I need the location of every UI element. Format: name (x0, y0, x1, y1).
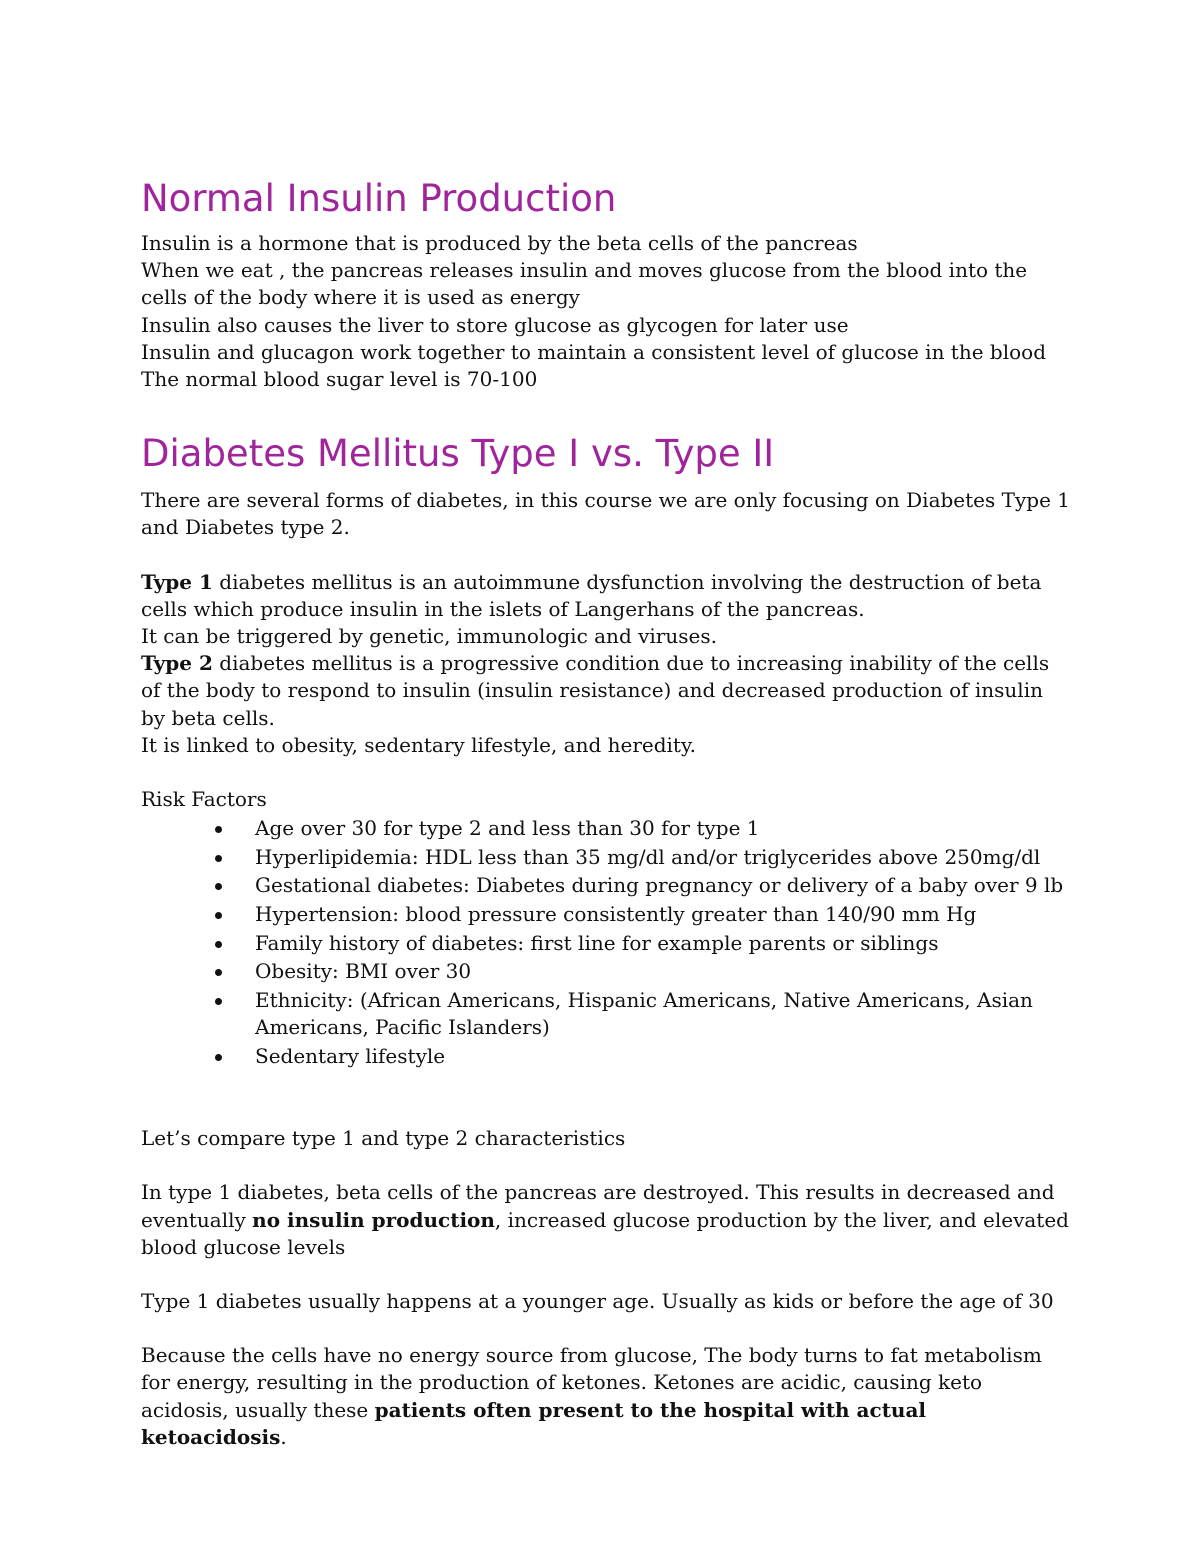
heading-diabetes-type-comparison: Diabetes Mellitus Type I vs. Type II (141, 432, 775, 476)
type1-label: Type 1 (141, 569, 213, 594)
paragraph-line: Insulin is a hormone that is produced by the beta cells of the pancreas (141, 231, 858, 255)
compare-paragraph-2: Type 1 diabetes usually happens at a younger age. Usually as kids or before the age of 30 (141, 1289, 1054, 1314)
compare-paragraph-1: In type 1 diabetes, beta cells of the pancreas are destroyed. This results in decreased and eventually no insulin production, increased glucose production by the liver, and elevated blood glucose levels (141, 1180, 1069, 1259)
paragraph-line: When we eat , the pancreas releases insulin and moves glucose from the blood into the cells of the body where it is used as energy (141, 258, 1028, 310)
list-item: Obesity: BMI over 30 (141, 958, 1071, 985)
bullet-icon (215, 883, 222, 890)
compare-paragraph-3: Because the cells have no energy source from glucose, The body turns to fat metabolism for energy, resulting in the production of ketones. Ketones are acidic, causing keto acidosis, usually these patients often present to the hospital with actual ketoacidosis. (141, 1343, 1042, 1449)
type2-link-line: It is linked to obesity, sedentary lifestyle, and heredity. (141, 732, 696, 757)
bullet-icon (215, 969, 222, 976)
intro-paragraph: There are several forms of diabetes, in this course we are only focusing on Diabetes Type 1 and Diabetes type 2. (141, 488, 1070, 540)
bullet-icon (215, 1054, 222, 1061)
list-item: Gestational diabetes: Diabetes during pregnancy or delivery of a baby over 9 lb (141, 872, 1071, 899)
paragraph-line: The normal blood sugar level is 70-100 (141, 367, 538, 392)
list-item: Ethnicity: (African Americans, Hispanic Americans, Native Americans, Asian Americans, Pacific Islanders) (141, 987, 1071, 1041)
bullet-icon (215, 941, 222, 948)
paragraph-line: Insulin also causes the liver to store glucose as glycogen for later use (141, 312, 849, 337)
type2-label: Type 2 (141, 651, 213, 676)
risk-factors-list (141, 815, 1071, 1070)
paragraph-line: Insulin and glucagon work together to maintain a consistent level of glucose in the blood (141, 339, 1046, 364)
type2-paragraph (141, 650, 1071, 732)
list-item: Age over 30 for type 2 and less than 30 for type 1 (141, 815, 1071, 842)
document-body (141, 174, 1071, 1451)
list-item: Hypertension: blood pressure consistently greater than 140/90 mm Hg (141, 901, 1071, 928)
bullet-icon (215, 912, 222, 919)
type2-text: diabetes mellitus is a progressive condition due to increasing inability of the cells of the body to respond to insulin (insulin resistance) and decreased production of insulin by beta cells. (141, 651, 1050, 730)
list-item: Hyperlipidemia: HDL less than 35 mg/dl and/or triglycerides above 250mg/dl (141, 844, 1071, 871)
bullet-icon (215, 855, 222, 862)
type1-paragraph (141, 569, 1071, 623)
bullet-icon (215, 826, 222, 833)
bold-phrase: patients often present to the hospital with actual ketoacidosis (141, 1397, 927, 1449)
risk-factors-heading: Risk Factors (141, 787, 267, 812)
type1-text: diabetes mellitus is an autoimmune dysfunction involving the destruction of beta cells which produce insulin in the islets of Langerhans of the pancreas. (141, 569, 1042, 621)
bullet-icon (215, 998, 222, 1005)
compare-intro: Let’s compare type 1 and type 2 characteristics (141, 1126, 626, 1151)
type1-trigger-line: It can be triggered by genetic, immunologic and viruses. (141, 624, 717, 649)
list-item: Family history of diabetes: first line for example parents or siblings (141, 930, 1071, 957)
bold-phrase: no insulin production (252, 1207, 495, 1232)
heading-normal-insulin-production: Normal Insulin Production (141, 177, 617, 220)
list-item: Sedentary lifestyle (141, 1043, 1071, 1070)
